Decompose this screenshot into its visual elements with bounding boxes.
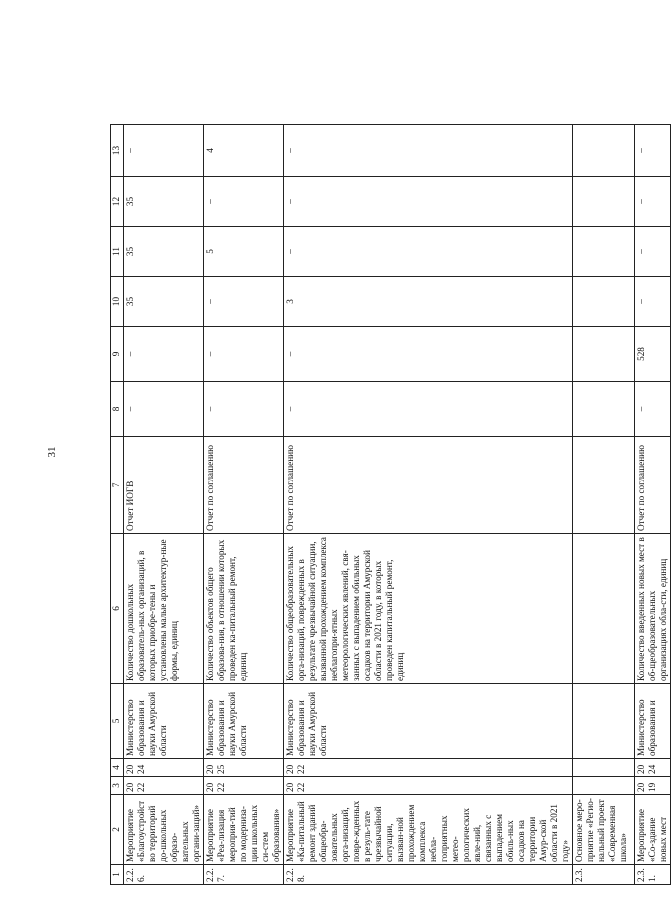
table-row bbox=[573, 125, 635, 885]
value-cell: – bbox=[635, 227, 671, 277]
measure-name: Мероприятие «Благоустройство территорий до-школьных образо-вательных органи-заций» bbox=[124, 795, 204, 865]
report-form: Отчет ИОГВ bbox=[124, 437, 204, 534]
value-cell: – bbox=[284, 227, 573, 277]
header-cell: 1 bbox=[111, 865, 124, 885]
executor: Министерство образования и науки Амурской области bbox=[204, 684, 284, 759]
page-number: 31 bbox=[46, 446, 58, 458]
header-cell: 6 bbox=[111, 534, 124, 684]
value-cell: – bbox=[204, 382, 284, 437]
value-cell: – bbox=[284, 177, 573, 227]
indicator: Количество объектов общего образова-ния, в отношении которых проведен ка-питальный ремонт, единиц bbox=[204, 534, 284, 684]
value-cell: – bbox=[635, 125, 671, 177]
header-cell: 5 bbox=[111, 684, 124, 759]
value-cell: – bbox=[284, 382, 573, 437]
value-cell bbox=[573, 382, 635, 437]
header-row bbox=[111, 125, 124, 885]
value-cell bbox=[573, 327, 635, 382]
value-cell bbox=[573, 177, 635, 227]
end-year: 2024 bbox=[124, 759, 204, 777]
header-cell: 4 bbox=[111, 759, 124, 777]
report-form: Отчет по соглашению bbox=[284, 437, 573, 534]
start-year: 2022 bbox=[124, 777, 204, 795]
start-year bbox=[573, 777, 635, 795]
value-cell: – bbox=[204, 177, 284, 227]
value-cell: 35 bbox=[124, 227, 204, 277]
value-cell: – bbox=[204, 277, 284, 327]
executor: Министерство образования и bbox=[635, 684, 671, 759]
report-form: Отчет по соглашению bbox=[635, 437, 671, 534]
executor bbox=[573, 684, 635, 759]
header-cell: 7 bbox=[111, 437, 124, 534]
report-form bbox=[573, 437, 635, 534]
value-cell: – bbox=[635, 177, 671, 227]
measure-name: Мероприятие «Со-здание новых мест bbox=[635, 795, 671, 865]
end-year: 2024 bbox=[635, 759, 671, 777]
indicator: Количество дошкольных образователь-ных организаций, в которых приобре-тены и установлены малые архитектур-ные формы, единиц bbox=[124, 534, 204, 684]
value-cell bbox=[573, 227, 635, 277]
header-cell: 9 bbox=[111, 327, 124, 382]
executor: Министерство образования и науки Амурской области bbox=[124, 684, 204, 759]
header-cell: 8 bbox=[111, 382, 124, 437]
value-cell: – bbox=[284, 327, 573, 382]
value-cell: – bbox=[284, 125, 573, 177]
measure-name: Мероприятие «Ка-питальный ремонт зданий общеобра-зовательных орга-низаций, повре-жденных в резуль-тате чрезвычайной ситуации, вызван-ной прохождением комплекса небла-гоприятных метео-рологических явле-ний, связанных с выпадением обиль-ных осадков на территории Амур-ской области в 2021 году» bbox=[284, 795, 573, 865]
indicator: Количество общеобразовательных орга-низаций, поврежденных в результате чрезвычайной ситуации, вызванной прохождением комплекса неблагопри-ятных метеорологических явлений, свя-занных с выпадением обильных осадков на территории Амурской области в 2021 году, в которых проведен капитальный ремонт, единиц bbox=[284, 534, 573, 684]
value-cell: 35 bbox=[124, 277, 204, 327]
end-year bbox=[573, 759, 635, 777]
value-cell: – bbox=[124, 327, 204, 382]
table-row bbox=[635, 125, 671, 885]
header-cell: 3 bbox=[111, 777, 124, 795]
value-cell: – bbox=[635, 277, 671, 327]
report-form: Отчет по соглашению bbox=[204, 437, 284, 534]
value-cell: 35 bbox=[124, 177, 204, 227]
value-cell: 5 bbox=[204, 227, 284, 277]
header-cell: 10 bbox=[111, 277, 124, 327]
row-number: 2.2.7. bbox=[204, 865, 284, 885]
table-row bbox=[204, 125, 284, 885]
measure-name: Мероприятие «Реа-лизация мероприя-тий по модерниза-ции школьных си-стем образования» bbox=[204, 795, 284, 865]
row-number: 2.2.8. bbox=[284, 865, 573, 885]
value-cell: 4 bbox=[204, 125, 284, 177]
start-year: 2022 bbox=[284, 777, 573, 795]
indicators-table bbox=[110, 124, 671, 885]
measure-name: Основное меро-приятие «Регио-нальный проект «Современная школа» bbox=[573, 795, 635, 865]
header-cell: 12 bbox=[111, 177, 124, 227]
row-number: 2.3. bbox=[573, 865, 635, 885]
indicator: Количество введенных новых мест в об-щеобразовательных организациях обла-сти, единиц bbox=[635, 534, 671, 684]
header-cell: 11 bbox=[111, 227, 124, 277]
value-cell: – bbox=[204, 327, 284, 382]
value-cell: – bbox=[124, 125, 204, 177]
row-number: 2.3.1. bbox=[635, 865, 671, 885]
value-cell: – bbox=[124, 382, 204, 437]
value-cell bbox=[573, 125, 635, 177]
end-year: 2022 bbox=[284, 759, 573, 777]
rotated-table-container bbox=[110, 125, 668, 885]
end-year: 2025 bbox=[204, 759, 284, 777]
table-row bbox=[284, 125, 573, 885]
start-year: 2019 bbox=[635, 777, 671, 795]
header-cell: 2 bbox=[111, 795, 124, 865]
executor: Министерство образования и науки Амурской области bbox=[284, 684, 573, 759]
header-cell: 13 bbox=[111, 125, 124, 177]
value-cell bbox=[573, 277, 635, 327]
value-cell: 3 bbox=[284, 277, 573, 327]
indicator bbox=[573, 534, 635, 684]
start-year: 2022 bbox=[204, 777, 284, 795]
row-number: 2.2.6. bbox=[124, 865, 204, 885]
value-cell: – bbox=[635, 382, 671, 437]
table-row bbox=[124, 125, 204, 885]
value-cell: 528 bbox=[635, 327, 671, 382]
